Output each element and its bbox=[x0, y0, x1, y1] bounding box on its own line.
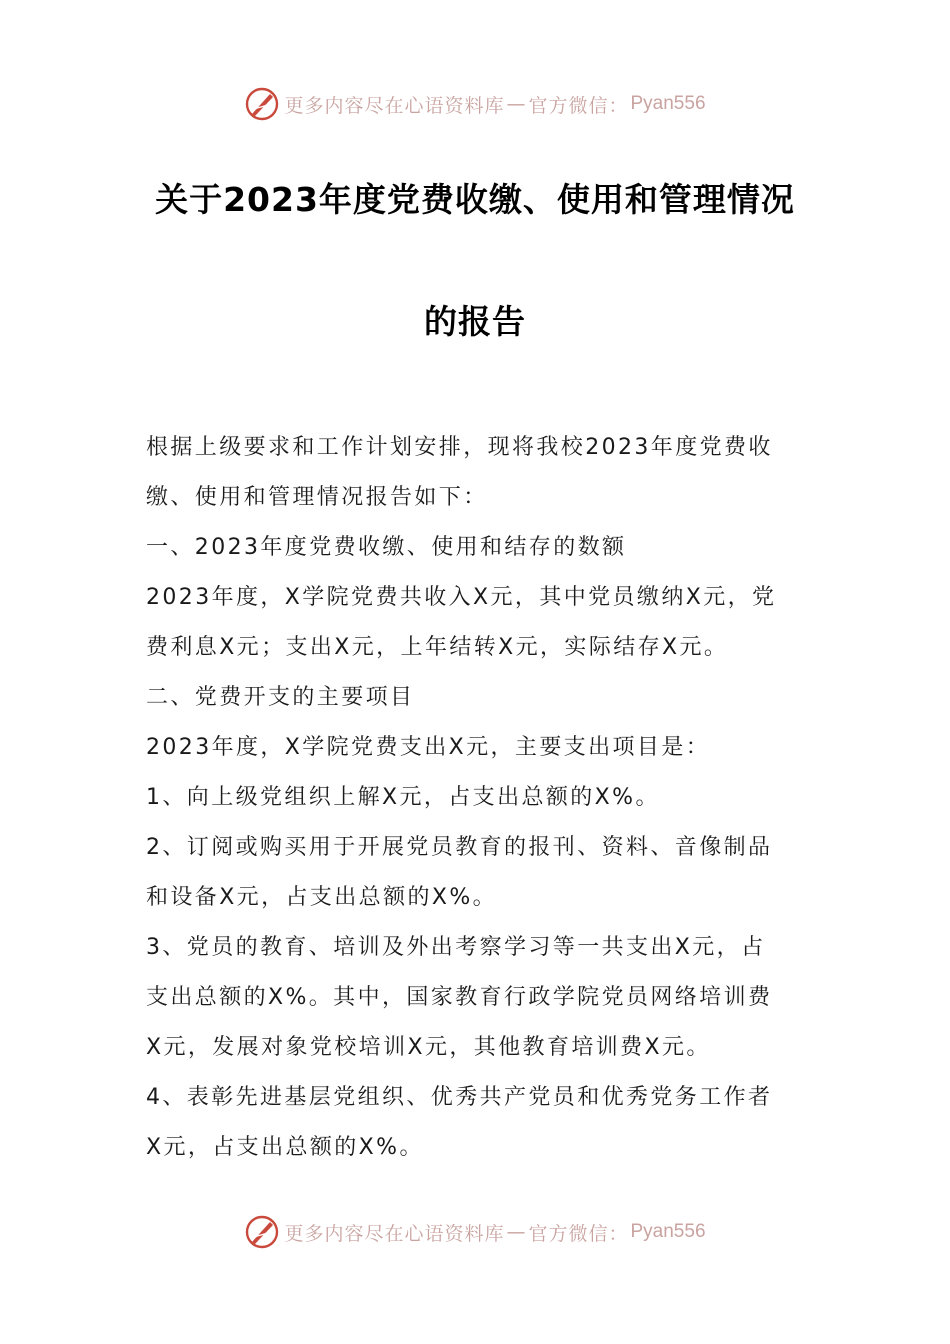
watermark-label: 官方微信： bbox=[528, 94, 629, 117]
watermark-wechat-id: Pyan556 bbox=[630, 1221, 706, 1242]
list-item-2-line-2: 和设备X元，占支出总额的X%。 bbox=[146, 885, 498, 910]
watermark-text: 更多内容尽在心语资料库 bbox=[284, 1222, 505, 1245]
list-item-4-line-2: X元，占支出总额的X%。 bbox=[146, 1135, 424, 1160]
section-heading-1: 一、2023年度党费收缴、使用和结存的数额 bbox=[146, 535, 627, 560]
document-body bbox=[146, 428, 808, 1178]
paragraph-intro-line-2: 缴、使用和管理情况报告如下： bbox=[146, 485, 488, 510]
list-item-2-line-1: 2、订阅或购买用于开展党员教育的报刊、资料、音像制品 bbox=[146, 835, 773, 860]
document-title-line-2: 的报告 bbox=[424, 302, 526, 341]
watermark-label: 官方微信： bbox=[528, 1222, 629, 1245]
list-item-3-line-1: 3、党员的教育、培训及外出考察学习等一共支出X元，占 bbox=[146, 935, 766, 960]
document-title-line-1: 关于2023年度党费收缴、使用和管理情况 bbox=[155, 180, 795, 219]
section-heading-2: 二、党费开支的主要项目 bbox=[146, 685, 415, 710]
footer-watermark bbox=[0, 1212, 950, 1252]
header-watermark bbox=[0, 84, 950, 124]
paragraph-expense-summary: 2023年度，X学院党费支出X元，主要支出项目是： bbox=[146, 735, 711, 760]
watermark-text: 更多内容尽在心语资料库 bbox=[284, 94, 505, 117]
paragraph-income-line-2: 费利息X元；支出X元，上年结转X元，实际结存X元。 bbox=[146, 635, 729, 660]
list-item-3-line-2: 支出总额的X%。其中，国家教育行政学院党员网络培训费 bbox=[146, 985, 773, 1010]
watermark-dash: — bbox=[506, 1221, 527, 1243]
paragraph-income-line-1: 2023年度，X学院党费共收入X元，其中党员缴纳X元，党 bbox=[146, 585, 777, 610]
quill-logo-icon bbox=[244, 1214, 280, 1250]
list-item-1: 1、向上级党组织上解X元，占支出总额的X%。 bbox=[146, 785, 660, 810]
list-item-4-line-1: 4、表彰先进基层党组织、优秀共产党员和优秀党务工作者 bbox=[146, 1085, 773, 1110]
quill-logo-icon bbox=[244, 86, 280, 122]
watermark-wechat-id: Pyan556 bbox=[630, 93, 706, 114]
list-item-3-line-3: X元，发展对象党校培训X元，其他教育培训费X元。 bbox=[146, 1035, 711, 1060]
paragraph-intro-line-1: 根据上级要求和工作计划安排，现将我校2023年度党费收 bbox=[146, 435, 773, 460]
watermark-dash: — bbox=[506, 93, 527, 115]
